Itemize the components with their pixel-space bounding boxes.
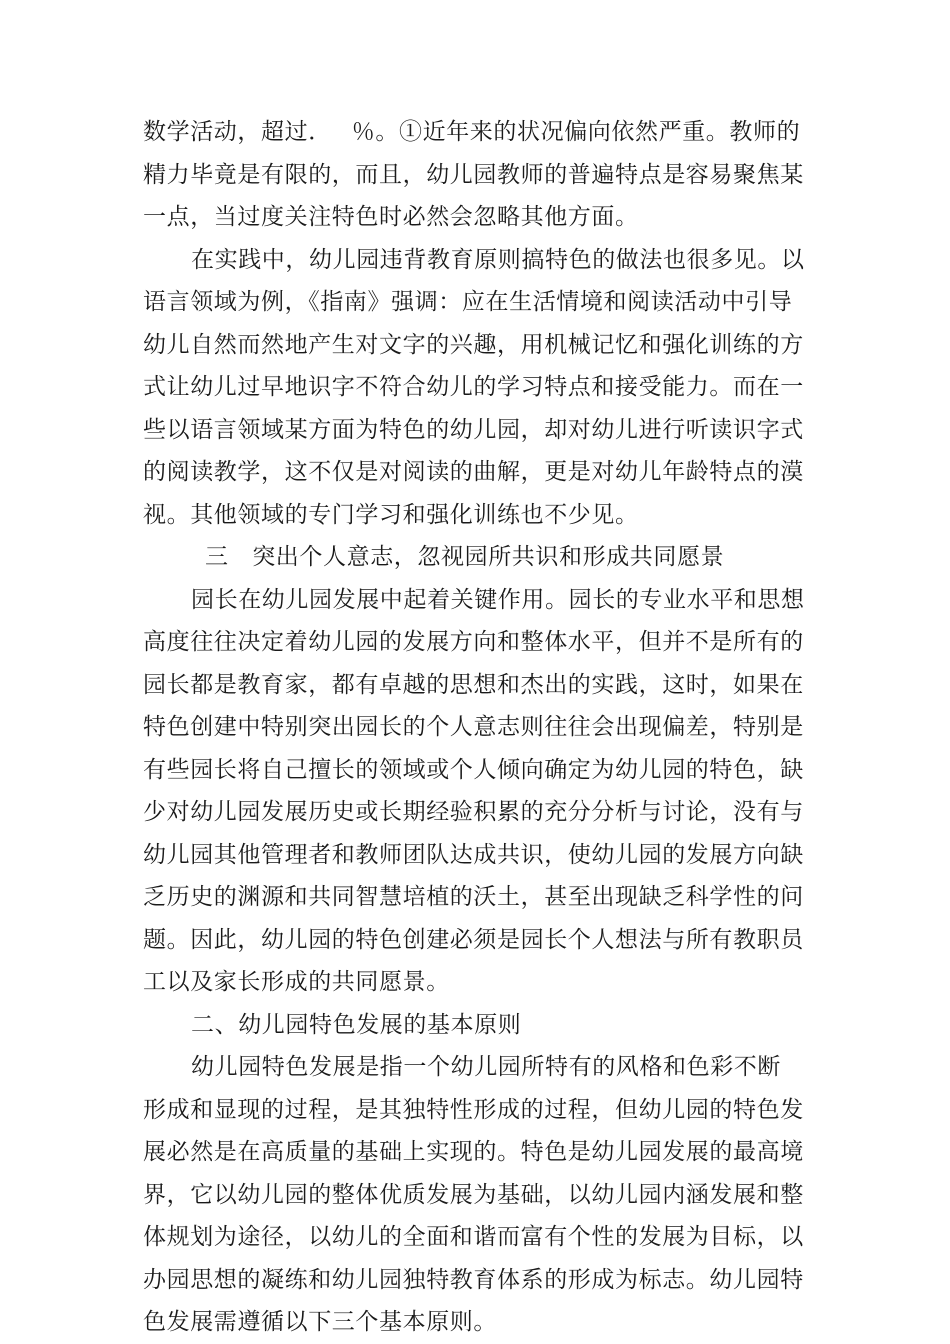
paragraph-first-line: 园长在幼儿园发展中起着关键作用。园长的专业水平和思想	[191, 587, 805, 613]
paragraph-first-line: 幼儿园特色发展是指一个幼儿园所特有的风格和色彩不断	[191, 1054, 781, 1080]
text-line: 的阅读教学，这不仅是对阅读的曲解，更是对幼儿年龄特点的漠	[143, 459, 804, 485]
text-line: 有些园长将自己擅长的领域或个人倾向确定为幼儿园的特色，缺	[143, 757, 804, 783]
paragraph-first-line: 在实践中，幼儿园违背教育原则搞特色的做法也很多见。以	[191, 247, 805, 273]
text-line: 些以语言领域某方面为特色的幼儿园，却对幼儿进行听读识字式	[143, 417, 804, 443]
text-line: 幼儿自然而然地产生对文字的兴趣，用机械记忆和强化训练的方	[143, 332, 804, 358]
text-line: 特色创建中特别突出园长的个人意志则往往会出现偏差，特别是	[143, 714, 804, 740]
text-line: 界，它以幼儿园的整体优质发展为基础，以幼儿园内涵发展和整	[143, 1182, 804, 1208]
text-line: 高度往往决定着幼儿园的发展方向和整体水平，但并不是所有的	[143, 629, 804, 655]
section-heading: 三 突出个人意志，忽视园所共识和形成共同愿景	[205, 544, 725, 570]
text-line: 园长都是教育家，都有卓越的思想和杰出的实践，这时，如果在	[143, 672, 804, 698]
text-line: 体规划为途径，以幼儿的全面和谐而富有个性的发展为目标，以	[143, 1224, 804, 1250]
text-line: 题。因此，幼儿园的特色创建必须是园长个人想法与所有教职员	[143, 927, 804, 953]
text-line: 少对幼儿园发展历史或长期经验积累的充分分析与讨论，没有与	[143, 799, 804, 825]
text-line: 乏历史的渊源和共同智慧培植的沃土，甚至出现缺乏科学性的问	[143, 884, 804, 910]
text-line: 精力毕竟是有限的，而且，幼儿园教师的普遍特点是容易聚焦某	[143, 162, 804, 188]
text-line: 式让幼儿过早地识字不符合幼儿的学习特点和接受能力。而在一	[143, 374, 804, 400]
text-line: 办园思想的凝练和幼儿园独特教育体系的形成为标志。幼儿园特	[143, 1267, 804, 1293]
text-line: 展必然是在高质量的基础上实现的。特色是幼儿园发展的最高境	[143, 1139, 804, 1165]
text-line: 数学活动，超过． ％。①近年来的状况偏向依然严重。教师的	[143, 119, 801, 145]
section-heading: 二、幼儿园特色发展的基本原则	[191, 1012, 522, 1038]
text-line: 幼儿园其他管理者和教师团队达成共识，使幼儿园的发展方向缺	[143, 842, 804, 868]
text-line: 工以及家长形成的共同愿景。	[143, 969, 450, 995]
text-line: 一点，当过度关注特色时必然会忽略其他方面。	[143, 204, 639, 230]
text-line: 形成和显现的过程，是其独特性形成的过程，但幼儿园的特色发	[143, 1097, 804, 1123]
text-line: 语言领域为例，《指南》强调：应在生活情境和阅读活动中引导	[143, 289, 793, 315]
text-line: 视。其他领域的专门学习和强化训练也不少见。	[143, 502, 639, 528]
text-line: 色发展需遵循以下三个基本原则。	[143, 1309, 497, 1335]
